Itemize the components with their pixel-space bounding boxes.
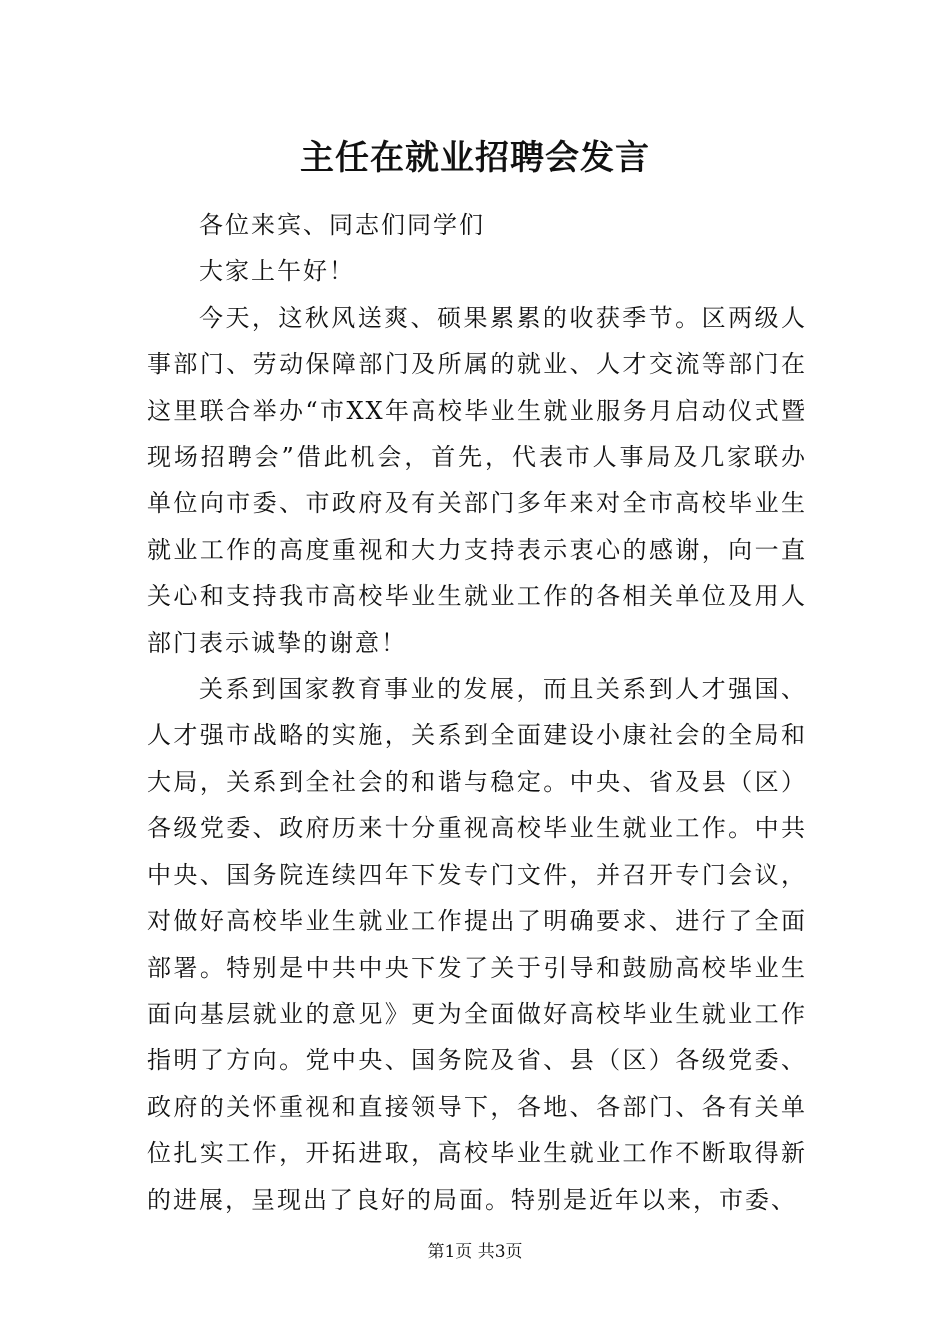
greeting-paragraph: 各位来宾、同志们同学们	[199, 211, 485, 239]
page-footer: 第1页 共3页	[427, 1242, 523, 1262]
body-paragraph: 今天，这秋风送爽、硕果累累的收获季节。区两级人事部门、劳动保障部门及所属的就业、人才交流等部门在这里联合举办“市XX年高校毕业生就业服务月启动仪式暨现场招聘会”借此机会，首先，代表市人事局及几家联办单位向市委、市政府及有关部门多年来对全市高校毕业生就业工作的高度重视和大力支持表示衷心的感谢，向一直关心和支持我市高校毕业生就业工作的各相关单位及用人部门表示诚挚的谢意！	[147, 303, 807, 657]
page-title: 主任在就业招聘会发言	[300, 138, 650, 178]
body-paragraph: 关系到国家教育事业的发展，而且关系到人才强国、人才强市战略的实施，关系到全面建设小康社会的全局和大局，关系到全社会的和谐与稳定。中央、省及县（区）各级党委、政府历来十分重视高校毕业生就业工作。中共中央、国务院连续四年下发专门文件，并召开专门会议，对做好高校毕业生就业工作提出了明确要求、进行了全面部署。特别是中共中央下发了关于引导和鼓励高校毕业生面向基层就业的意见》更为全面做好高校毕业生就业工作指明了方向。党中央、国务院及省、县（区）各级党委、政府的关怀重视和直接领导下，各地、各部门、各有关单位扎实工作，开拓进取，高校毕业生就业工作不断取得新的进展，呈现出了良好的局面。特别是近年以来，市委、	[147, 675, 807, 1214]
document-body	[147, 202, 807, 1223]
salutation-paragraph: 大家上午好！	[199, 257, 355, 286]
